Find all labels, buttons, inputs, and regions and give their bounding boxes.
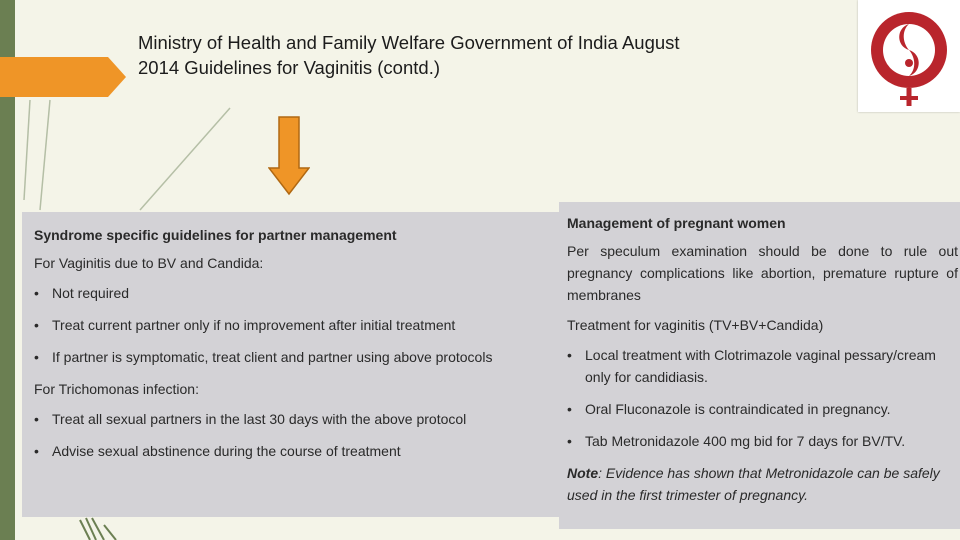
bullet-icon: • <box>34 349 39 365</box>
speculum-exam-text: Per speculum examination should be done to rule out pregnancy complications like abortion, premature rupture of membranes <box>567 243 958 303</box>
list-item: • Local treatment with Clotrimazole vaginal pessary/cream only for candidiasis. <box>567 344 960 388</box>
note-text: : Evidence has shown that Metronidazole can be safely used in the first trimester of pregnancy. <box>567 465 940 503</box>
list-item: • Treat all sexual partners in the last 30 days with the above protocol <box>34 408 550 430</box>
pregnant-women-heading: Management of pregnant women <box>567 215 786 231</box>
treatment-heading: Treatment for vaginitis (TV+BV+Candida) <box>567 317 824 333</box>
bv-candida-intro: For Vaginitis due to BV and Candida: <box>34 255 264 271</box>
menopause-society-logo-icon <box>858 0 960 112</box>
orange-arrow-tab <box>0 57 126 97</box>
list-item: • If partner is symptomatic, treat client and partner using above protocols <box>34 346 550 368</box>
list-item: • Not required <box>34 282 550 304</box>
partner-management-panel <box>22 212 562 517</box>
bv-candida-list <box>34 282 550 368</box>
partner-management-heading: Syndrome specific guidelines for partner management <box>34 227 397 243</box>
bullet-icon: • <box>34 411 39 427</box>
bullet-icon: • <box>567 347 572 363</box>
trichomonas-intro: For Trichomonas infection: <box>34 381 199 397</box>
bullet-icon: • <box>34 317 39 333</box>
pregnant-women-panel <box>559 202 960 529</box>
down-arrow-icon <box>268 116 310 196</box>
treatment-list <box>567 344 960 452</box>
bullet-icon: • <box>34 443 39 459</box>
society-logo <box>858 0 960 112</box>
list-item: • Tab Metronidazole 400 mg bid for 7 days for BV/TV. <box>567 430 960 452</box>
slide-title <box>138 30 838 80</box>
safety-note <box>567 462 960 506</box>
list-item: • Oral Fluconazole is contraindicated in pregnancy. <box>567 398 960 420</box>
title-line-2: 2014 Guidelines for Vaginitis (contd.) <box>138 57 440 78</box>
title-line-1: Ministry of Health and Family Welfare Government of India August <box>138 32 680 53</box>
list-item: • Advise sexual abstinence during the course of treatment <box>34 440 550 462</box>
bullet-icon: • <box>34 285 39 301</box>
note-label: Note <box>567 465 599 481</box>
list-item: • Treat current partner only if no improvement after initial treatment <box>34 314 550 336</box>
bullet-icon: • <box>567 401 572 417</box>
trichomonas-list <box>34 408 550 462</box>
bullet-icon: • <box>567 433 572 449</box>
